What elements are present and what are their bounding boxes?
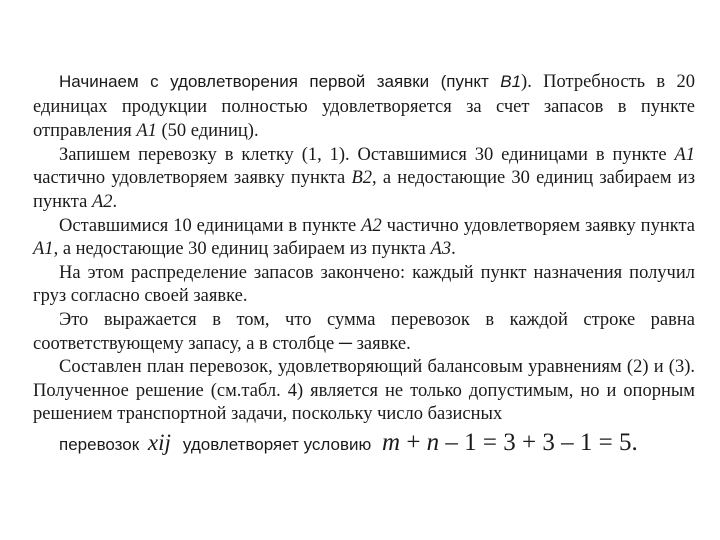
p3-text-a: Оставшимися 10 единицами в пункте — [59, 215, 362, 236]
p3-ref-a3: А3 — [430, 239, 452, 260]
equation-n: n — [426, 428, 440, 456]
formula-condition: удовлетворяет условию — [182, 434, 376, 454]
equation — [382, 429, 638, 456]
p1-text-a: Начинаем с удовлетворения первой заявки (пункт — [59, 72, 501, 91]
paragraph-1 — [33, 70, 695, 144]
paragraph-6: Составлен план перевозок, удовлетворяющий балансовым уравнениям (2) и (3). Полученное решение (см.табл. 4) является не только допустимым, но и опорным решением транспортной задачи, поскольку число базисных — [33, 357, 695, 425]
p3-ref-a2: А2 — [361, 215, 382, 236]
p2-text-c: частично удовлетворяем заявку пункта — [33, 168, 352, 189]
paragraph-4: На этом распределение запасов закончено: каждый пункт назначения получил груз согласно своей заявке. — [33, 262, 695, 307]
formula-line — [33, 428, 695, 458]
p2-text-a: Запишем перевозку в клетку (1, 1). Оставшимися 30 единицами в пункте — [59, 144, 675, 165]
equation-m: m — [382, 428, 401, 456]
p1-text-e: (50 единиц). — [156, 121, 259, 142]
document-body — [33, 70, 695, 458]
p2-text-g: . — [112, 191, 118, 212]
equation-plus: + — [400, 428, 427, 456]
p2-ref-a2: А2 — [91, 191, 113, 212]
equation-rest: – 1 = 3 + 3 – 1 = 5. — [439, 428, 638, 456]
p2-ref-b2: В2 — [351, 168, 372, 189]
p2-ref-a1: А1 — [674, 144, 695, 165]
paragraph-5: Это выражается в том, что сумма перевозок в каждой строке равна соответствующему запасу, а в столбце ─ заявке. — [33, 309, 695, 354]
p1-ref-b1: В1 — [500, 72, 522, 91]
paragraph-3 — [33, 215, 695, 262]
p3-ref-a1: А1 — [33, 239, 54, 260]
p3-text-c: частично удовлетворяем заявку пункта — [381, 215, 695, 236]
p1-text-c: ). Потребность в 20 единицах продукции полностью удовлетворяется за счет запасов в пункте отправления — [33, 72, 695, 142]
paragraph-2 — [33, 144, 695, 215]
p3-text-g: . — [451, 239, 456, 260]
p1-ref-a1: А1 — [136, 121, 157, 142]
formula-prefix: перевозок — [59, 434, 144, 454]
p3-text-e: , а недостающие 30 единиц забираем из пункта — [53, 239, 431, 260]
variable-xij: xij — [147, 429, 171, 455]
p2-text-e: , а недостающие 30 единиц забираем из пункта — [33, 168, 695, 212]
